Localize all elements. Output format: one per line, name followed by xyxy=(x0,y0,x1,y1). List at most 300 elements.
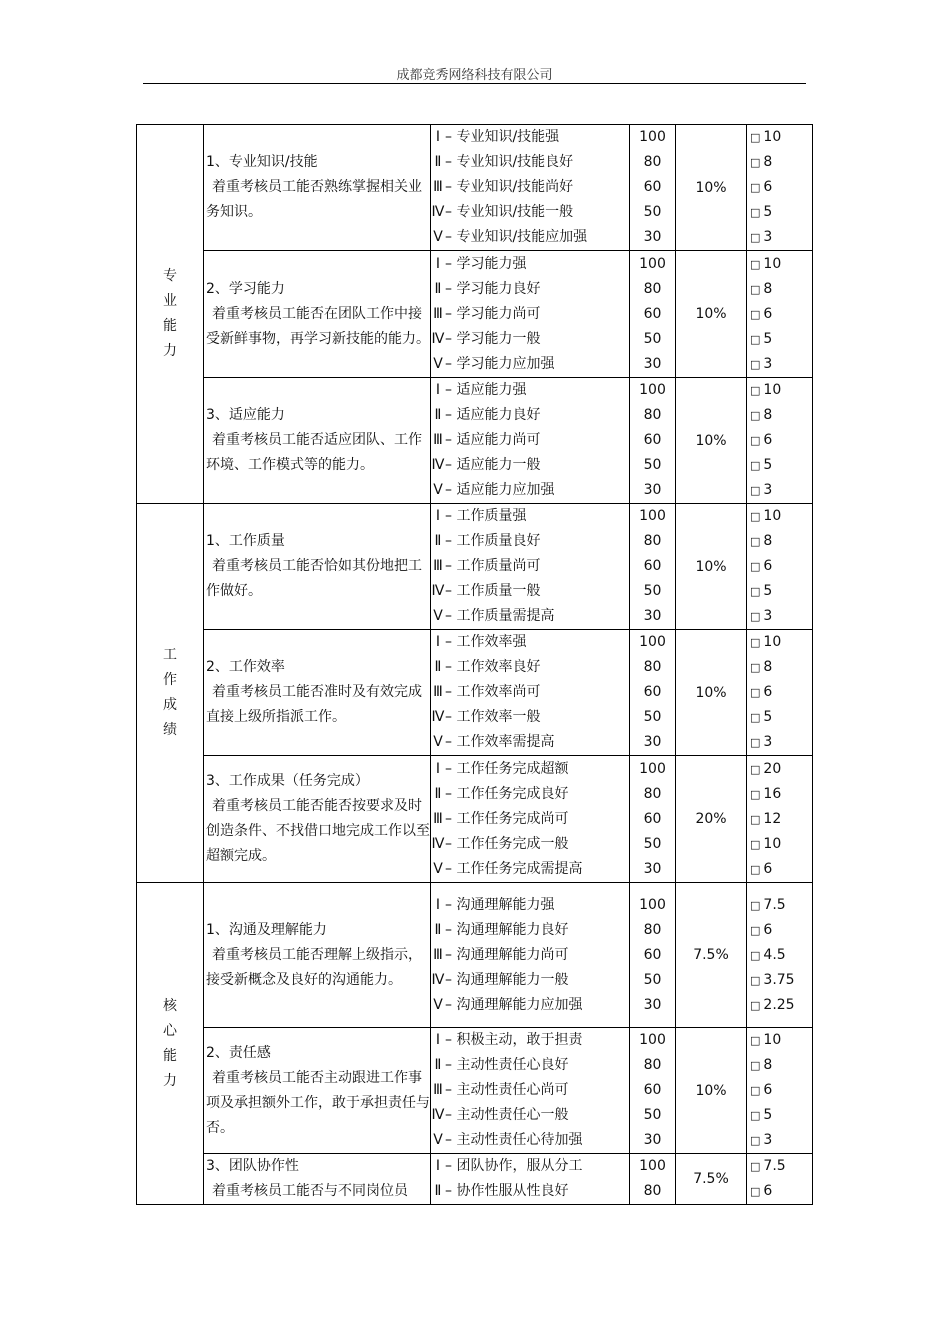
checkbox-label: 5 xyxy=(763,330,773,347)
weight-value: 7.5% xyxy=(676,883,747,1028)
score-checkbox-option[interactable] xyxy=(747,604,812,629)
score-value: 100 xyxy=(639,1158,666,1174)
score-checkbox-option[interactable] xyxy=(747,1053,812,1078)
level-option xyxy=(431,175,629,200)
score-checkbox-option[interactable] xyxy=(747,175,812,200)
checkbox-icon[interactable]: □ xyxy=(750,434,761,447)
category-label-char: 心 xyxy=(163,1022,177,1039)
score-checkbox-option[interactable] xyxy=(747,730,812,755)
level-roman-numeral: Ⅴ xyxy=(433,608,443,624)
score-checkbox-option[interactable] xyxy=(747,1154,812,1179)
score-value: 30 xyxy=(643,734,662,750)
checkbox-label: 6 xyxy=(763,1082,773,1098)
score-value: 100 xyxy=(639,634,666,650)
header-divider xyxy=(143,83,806,84)
checkbox-icon[interactable]: □ xyxy=(750,948,761,962)
level-option xyxy=(431,1154,629,1179)
criterion-cell xyxy=(204,883,431,1028)
checkbox-label: 8 xyxy=(763,407,773,423)
level-option xyxy=(431,680,629,705)
checkbox-icon[interactable]: □ xyxy=(750,1134,761,1147)
weight-value: 10% xyxy=(676,378,747,504)
checkbox-label: 8 xyxy=(763,1057,773,1073)
category-label-char: 核 xyxy=(163,997,177,1014)
level-option xyxy=(431,705,629,730)
criterion-cell xyxy=(204,1154,431,1205)
level-roman-numeral: Ⅴ xyxy=(433,355,443,372)
level-option xyxy=(431,378,629,403)
level-roman-numeral: Ⅱ xyxy=(434,659,442,675)
checkbox-icon[interactable]: □ xyxy=(750,812,761,826)
level-roman-numeral: Ⅳ xyxy=(431,709,445,725)
criterion-cell xyxy=(204,125,431,251)
score-value: 50 xyxy=(643,204,662,220)
criterion-description: 着重考核员工能否主动跟进工作事项及承担额外工作，敢于承担责任与否。 xyxy=(206,1069,430,1136)
level-option xyxy=(431,1028,629,1053)
score-value: 100 xyxy=(639,508,666,524)
level-option xyxy=(431,529,629,554)
criterion-title: 1、沟通及理解能力 xyxy=(206,921,327,938)
level-roman-numeral: Ⅱ xyxy=(434,921,442,938)
score-value: 80 xyxy=(643,1057,662,1073)
level-roman-numeral: Ⅰ xyxy=(435,508,441,524)
checkbox-icon[interactable]: □ xyxy=(750,787,761,801)
level-option xyxy=(431,993,629,1018)
checkbox-label: 10 xyxy=(763,255,782,272)
checkbox-label: 6 xyxy=(763,305,773,322)
score-options xyxy=(747,125,813,251)
level-option xyxy=(431,125,629,150)
level-description: – 工作效率需提高 xyxy=(445,734,555,750)
score-options xyxy=(747,251,813,378)
score-checkbox-option[interactable] xyxy=(747,352,812,377)
score-checkbox-option[interactable] xyxy=(747,200,812,225)
score-value: 60 xyxy=(643,1082,662,1098)
level-description: – 专业知识/技能尚好 xyxy=(445,179,574,195)
criterion-title: 3、团队协作性 xyxy=(206,1158,299,1174)
checkbox-label: 2.25 xyxy=(763,996,795,1013)
level-roman-numeral: Ⅳ xyxy=(431,1107,445,1123)
score-options xyxy=(747,378,813,504)
weight-value: 10% xyxy=(676,1028,747,1154)
level-description: – 主动性责任心一般 xyxy=(445,1107,569,1123)
checkbox-label: 5 xyxy=(763,204,773,220)
checkbox-icon[interactable]: □ xyxy=(750,332,761,346)
level-description: – 专业知识/技能强 xyxy=(445,129,560,145)
score-checkbox-option[interactable] xyxy=(747,968,812,993)
checkbox-icon[interactable]: □ xyxy=(750,510,761,523)
level-option xyxy=(431,1179,629,1204)
score-checkbox-option[interactable] xyxy=(747,453,812,478)
checkbox-icon[interactable]: □ xyxy=(750,585,761,598)
level-description: – 沟通理解能力良好 xyxy=(445,921,569,938)
level-description: – 工作效率良好 xyxy=(445,659,541,675)
level-option xyxy=(431,730,629,755)
checkbox-icon[interactable]: □ xyxy=(750,282,761,296)
score-value: 100 xyxy=(639,382,666,398)
checkbox-icon[interactable]: □ xyxy=(750,661,761,674)
level-description: – 工作任务完成良好 xyxy=(445,785,569,802)
score-value: 80 xyxy=(643,407,662,423)
level-description: – 工作任务完成需提高 xyxy=(445,860,583,877)
level-description: – 适应能力尚可 xyxy=(445,432,541,448)
checkbox-icon[interactable]: □ xyxy=(750,257,761,271)
level-roman-numeral: Ⅱ xyxy=(434,785,442,802)
criterion-title: 3、工作成果（任务完成） xyxy=(206,773,369,789)
level-option xyxy=(431,943,629,968)
score-value: 50 xyxy=(643,835,662,852)
level-description: – 适应能力应加强 xyxy=(445,482,555,498)
criteria-row xyxy=(137,1028,813,1154)
score-value: 30 xyxy=(643,482,662,498)
level-roman-numeral: Ⅲ xyxy=(433,1082,443,1098)
checkbox-icon[interactable]: □ xyxy=(750,560,761,573)
criteria-row xyxy=(137,504,813,630)
level-option xyxy=(431,252,629,277)
level-roman-numeral: Ⅰ xyxy=(435,1032,441,1048)
score-value: 80 xyxy=(643,154,662,170)
level-option xyxy=(431,277,629,302)
weight-value: 10% xyxy=(676,125,747,251)
score-value: 60 xyxy=(643,810,662,827)
level-roman-numeral: Ⅳ xyxy=(431,971,445,988)
checkbox-icon[interactable]: □ xyxy=(750,973,761,987)
score-checkbox-option[interactable] xyxy=(747,757,812,782)
category-label-char: 力 xyxy=(163,343,177,359)
score-value: 80 xyxy=(643,533,662,549)
score-checkbox-option[interactable] xyxy=(747,857,812,882)
weight-value: 20% xyxy=(676,756,747,883)
criterion-description: 着重考核员工能否与不同岗位员 xyxy=(212,1183,408,1199)
level-description: – 工作质量需提高 xyxy=(445,608,555,624)
level-list xyxy=(431,251,630,378)
checkbox-icon[interactable]: □ xyxy=(750,484,761,497)
checkbox-label: 6 xyxy=(763,684,773,700)
score-checkbox-option[interactable] xyxy=(747,1078,812,1103)
score-checkbox-option[interactable] xyxy=(747,302,812,327)
score-value: 30 xyxy=(643,229,662,245)
checkbox-icon[interactable]: □ xyxy=(750,711,761,724)
checkbox-icon[interactable]: □ xyxy=(750,1034,761,1047)
level-roman-numeral: Ⅲ xyxy=(433,179,443,195)
level-description: – 沟通理解能力一般 xyxy=(445,971,569,988)
category-label-char: 工 xyxy=(163,647,177,663)
weight-value: 7.5% xyxy=(676,1154,747,1205)
score-value: 50 xyxy=(643,583,662,599)
score-checkbox-option[interactable] xyxy=(747,125,812,150)
checkbox-label: 6 xyxy=(763,558,773,574)
level-option xyxy=(431,352,629,377)
score-checkbox-option[interactable] xyxy=(747,150,812,175)
score-checkbox-option[interactable] xyxy=(747,554,812,579)
level-option xyxy=(431,225,629,250)
score-value: 100 xyxy=(639,1032,666,1048)
level-description: – 工作任务完成超额 xyxy=(445,760,569,777)
level-option xyxy=(431,604,629,629)
checkbox-label: 10 xyxy=(763,382,782,398)
checkbox-label: 10 xyxy=(763,508,782,524)
level-option xyxy=(431,150,629,175)
score-options xyxy=(747,883,813,1028)
level-roman-numeral: Ⅱ xyxy=(434,154,442,170)
checkbox-icon[interactable]: □ xyxy=(750,357,761,371)
level-option xyxy=(431,200,629,225)
checkbox-label: 7.5 xyxy=(763,1158,786,1174)
criteria-row xyxy=(137,756,813,883)
checkbox-icon[interactable]: □ xyxy=(750,131,761,144)
level-roman-numeral: Ⅳ xyxy=(431,457,445,473)
criterion-cell xyxy=(204,756,431,883)
level-description: – 工作质量良好 xyxy=(445,533,541,549)
checkbox-icon[interactable]: □ xyxy=(750,686,761,699)
criterion-description: 着重考核员工能否理解上级指示，接受新概念及良好的沟通能力。 xyxy=(206,946,422,988)
score-checkbox-option[interactable] xyxy=(747,918,812,943)
level-roman-numeral: Ⅱ xyxy=(434,533,442,549)
score-value: 60 xyxy=(643,432,662,448)
checkbox-icon[interactable]: □ xyxy=(750,156,761,169)
category-label-char: 能 xyxy=(163,1047,177,1064)
level-option xyxy=(431,893,629,918)
criterion-cell xyxy=(204,251,431,378)
level-option xyxy=(431,1128,629,1153)
score-value: 30 xyxy=(643,355,662,372)
score-list xyxy=(630,251,676,378)
score-checkbox-option[interactable] xyxy=(747,225,812,250)
score-checkbox-option[interactable] xyxy=(747,478,812,503)
level-roman-numeral: Ⅰ xyxy=(435,1158,441,1174)
checkbox-label: 4.5 xyxy=(763,946,786,963)
score-value: 60 xyxy=(643,946,662,963)
level-roman-numeral: Ⅱ xyxy=(434,1183,442,1199)
checkbox-label: 3 xyxy=(763,355,773,372)
score-checkbox-option[interactable] xyxy=(747,1103,812,1128)
score-checkbox-option[interactable] xyxy=(747,943,812,968)
criterion-title: 3、适应能力 xyxy=(206,407,285,423)
score-checkbox-option[interactable] xyxy=(747,705,812,730)
checkbox-icon[interactable]: □ xyxy=(750,231,761,244)
checkbox-icon[interactable]: □ xyxy=(750,762,761,776)
score-value: 30 xyxy=(643,860,662,877)
score-checkbox-option[interactable] xyxy=(747,277,812,302)
checkbox-icon[interactable]: □ xyxy=(750,1109,761,1122)
level-list xyxy=(431,1028,630,1154)
score-value: 60 xyxy=(643,558,662,574)
level-description: – 工作任务完成尚可 xyxy=(445,810,569,827)
score-checkbox-option[interactable] xyxy=(747,807,812,832)
score-checkbox-option[interactable] xyxy=(747,504,812,529)
checkbox-icon[interactable]: □ xyxy=(750,459,761,472)
criterion-title: 2、工作效率 xyxy=(206,659,285,675)
score-checkbox-option[interactable] xyxy=(747,1128,812,1153)
weight-value: 10% xyxy=(676,630,747,756)
checkbox-label: 10 xyxy=(763,1032,782,1048)
checkbox-icon[interactable]: □ xyxy=(750,206,761,219)
score-value: 80 xyxy=(643,921,662,938)
level-roman-numeral: Ⅴ xyxy=(433,996,443,1013)
score-checkbox-option[interactable] xyxy=(747,1028,812,1053)
checkbox-icon[interactable]: □ xyxy=(750,307,761,321)
level-list xyxy=(431,504,630,630)
level-description: – 适应能力强 xyxy=(445,382,527,398)
score-list xyxy=(630,378,676,504)
score-checkbox-option[interactable] xyxy=(747,378,812,403)
checkbox-label: 3 xyxy=(763,1132,773,1148)
score-checkbox-option[interactable] xyxy=(747,993,812,1018)
checkbox-label: 6 xyxy=(763,860,773,877)
score-value: 60 xyxy=(643,179,662,195)
checkbox-label: 20 xyxy=(763,760,782,777)
level-option xyxy=(431,807,629,832)
checkbox-icon[interactable]: □ xyxy=(750,535,761,548)
level-description: – 学习能力一般 xyxy=(445,330,541,347)
checkbox-icon[interactable]: □ xyxy=(750,409,761,422)
evaluation-table xyxy=(136,124,813,1205)
score-list xyxy=(630,504,676,630)
level-roman-numeral: Ⅴ xyxy=(433,860,443,877)
level-description: – 工作质量尚可 xyxy=(445,558,541,574)
score-value: 80 xyxy=(643,1183,662,1199)
checkbox-label: 16 xyxy=(763,785,782,802)
score-checkbox-option[interactable] xyxy=(747,832,812,857)
level-option xyxy=(431,857,629,882)
score-value: 30 xyxy=(643,1132,662,1148)
level-option xyxy=(431,428,629,453)
score-checkbox-option[interactable] xyxy=(747,529,812,554)
level-roman-numeral: Ⅰ xyxy=(435,634,441,650)
level-roman-numeral: Ⅰ xyxy=(435,255,441,272)
level-list xyxy=(431,630,630,756)
level-option xyxy=(431,968,629,993)
score-checkbox-option[interactable] xyxy=(747,782,812,807)
level-description: – 学习能力强 xyxy=(445,255,527,272)
score-checkbox-option[interactable] xyxy=(747,680,812,705)
checkbox-icon[interactable]: □ xyxy=(750,1185,761,1198)
level-option xyxy=(431,918,629,943)
category-label-char: 绩 xyxy=(163,722,177,738)
score-checkbox-option[interactable] xyxy=(747,428,812,453)
checkbox-icon[interactable]: □ xyxy=(750,898,761,912)
level-option xyxy=(431,302,629,327)
weight-value: 10% xyxy=(676,504,747,630)
checkbox-label: 3 xyxy=(763,482,773,498)
score-checkbox-option[interactable] xyxy=(747,403,812,428)
level-roman-numeral: Ⅳ xyxy=(431,835,445,852)
level-description: – 学习能力良好 xyxy=(445,280,541,297)
level-roman-numeral: Ⅰ xyxy=(435,760,441,777)
score-value: 50 xyxy=(643,457,662,473)
checkbox-icon[interactable]: □ xyxy=(750,923,761,937)
checkbox-icon[interactable]: □ xyxy=(750,1160,761,1173)
level-roman-numeral: Ⅴ xyxy=(433,734,443,750)
score-options xyxy=(747,1154,813,1205)
category-label-char: 专 xyxy=(163,268,177,284)
score-value: 50 xyxy=(643,709,662,725)
criterion-title: 2、学习能力 xyxy=(206,280,285,297)
score-value: 100 xyxy=(639,255,666,272)
level-roman-numeral: Ⅲ xyxy=(433,558,443,574)
score-checkbox-option[interactable] xyxy=(747,630,812,655)
level-roman-numeral: Ⅲ xyxy=(433,432,443,448)
score-options xyxy=(747,756,813,883)
checkbox-icon[interactable]: □ xyxy=(750,998,761,1012)
score-options xyxy=(747,1028,813,1154)
category-label-char: 能 xyxy=(163,318,177,334)
checkbox-label: 8 xyxy=(763,280,773,297)
criterion-description: 着重考核员工能否准时及有效完成直接上级所指派工作。 xyxy=(206,684,422,725)
score-value: 50 xyxy=(643,1107,662,1123)
score-checkbox-option[interactable] xyxy=(747,579,812,604)
level-option xyxy=(431,579,629,604)
level-option xyxy=(431,832,629,857)
score-value: 30 xyxy=(643,996,662,1013)
checkbox-label: 12 xyxy=(763,810,782,827)
score-checkbox-option[interactable] xyxy=(747,655,812,680)
score-list xyxy=(630,883,676,1028)
level-roman-numeral: Ⅴ xyxy=(433,229,443,245)
checkbox-icon[interactable]: □ xyxy=(750,736,761,749)
checkbox-label: 3 xyxy=(763,734,773,750)
level-description: – 工作质量强 xyxy=(445,508,527,524)
level-description: – 适应能力一般 xyxy=(445,457,541,473)
level-option xyxy=(431,782,629,807)
level-option xyxy=(431,478,629,503)
score-checkbox-option[interactable] xyxy=(747,252,812,277)
score-checkbox-option[interactable] xyxy=(747,1179,812,1204)
criterion-description: 着重考核员工能否在团队工作中接受新鲜事物，再学习新技能的能力。 xyxy=(206,305,430,347)
level-roman-numeral: Ⅴ xyxy=(433,482,443,498)
level-option xyxy=(431,453,629,478)
level-description: – 学习能力应加强 xyxy=(445,355,555,372)
level-description: – 积极主动，敢于担责 xyxy=(445,1032,583,1048)
category-cell xyxy=(137,125,204,504)
level-description: – 工作效率一般 xyxy=(445,709,541,725)
level-roman-numeral: Ⅳ xyxy=(431,204,445,220)
score-value: 80 xyxy=(643,785,662,802)
checkbox-icon[interactable]: □ xyxy=(750,837,761,851)
level-roman-numeral: Ⅰ xyxy=(435,129,441,145)
checkbox-icon[interactable]: □ xyxy=(750,1084,761,1097)
checkbox-icon[interactable]: □ xyxy=(750,610,761,623)
score-value: 60 xyxy=(643,305,662,322)
checkbox-icon[interactable]: □ xyxy=(750,636,761,649)
checkbox-icon[interactable]: □ xyxy=(750,1059,761,1072)
level-option xyxy=(431,757,629,782)
score-checkbox-option[interactable] xyxy=(747,327,812,352)
level-roman-numeral: Ⅱ xyxy=(434,1057,442,1073)
checkbox-label: 5 xyxy=(763,1107,773,1123)
category-label-char: 业 xyxy=(163,293,177,309)
level-description: – 工作质量一般 xyxy=(445,583,541,599)
level-description: – 工作效率强 xyxy=(445,634,527,650)
criterion-cell xyxy=(204,1028,431,1154)
score-value: 30 xyxy=(643,608,662,624)
level-description: – 主动性责任心尚可 xyxy=(445,1082,569,1098)
score-list xyxy=(630,756,676,883)
level-description: – 工作任务完成一般 xyxy=(445,835,569,852)
checkbox-icon[interactable]: □ xyxy=(750,862,761,876)
checkbox-label: 8 xyxy=(763,659,773,675)
score-checkbox-option[interactable] xyxy=(747,893,812,918)
criteria-row xyxy=(137,883,813,1028)
criteria-row xyxy=(137,251,813,378)
level-description: – 团队协作，服从分工 xyxy=(445,1158,583,1174)
checkbox-icon[interactable]: □ xyxy=(750,384,761,397)
criteria-row xyxy=(137,630,813,756)
checkbox-icon[interactable]: □ xyxy=(750,181,761,194)
criteria-row xyxy=(137,125,813,251)
level-description: – 协作性服从性良好 xyxy=(445,1183,569,1199)
criterion-title: 1、工作质量 xyxy=(206,533,285,549)
